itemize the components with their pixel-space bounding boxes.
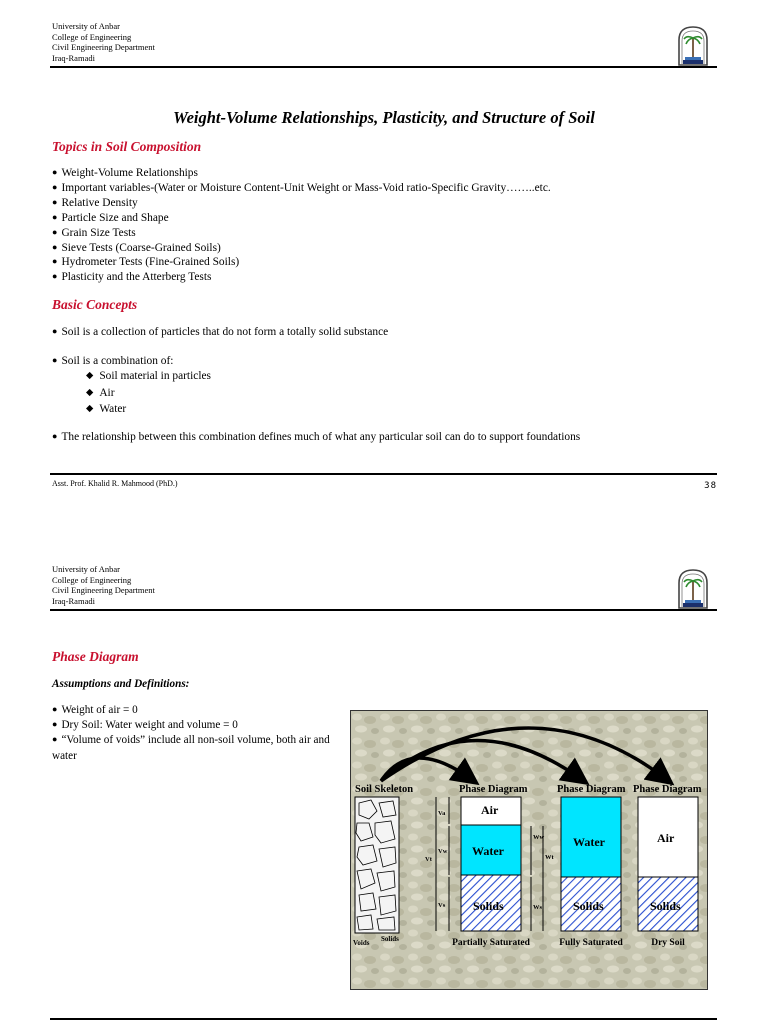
header-line: Civil Engineering Department xyxy=(52,42,155,53)
list-item: ● Particle Size and Shape xyxy=(52,211,551,226)
list-item: ◆ Air xyxy=(86,386,211,403)
footer-rule xyxy=(50,1018,717,1020)
symbol-vt: Vt xyxy=(425,856,432,863)
phase-diagram-figure xyxy=(350,710,708,990)
phase-solids-label: Solids xyxy=(650,899,681,913)
list-item: ● Plasticity and the Atterberg Tests xyxy=(52,270,551,285)
bullet-icon: ● xyxy=(52,355,58,365)
section-heading-phase: Phase Diagram xyxy=(52,649,139,664)
list-item xyxy=(52,718,347,733)
list-item: ● Grain Size Tests xyxy=(52,226,551,241)
basic-paragraph xyxy=(52,430,580,445)
symbol-va: Va xyxy=(438,810,446,817)
symbol-ws: Ws xyxy=(533,904,543,911)
bullet-icon: ● xyxy=(52,704,58,714)
label-solids: Solids xyxy=(381,935,399,943)
list-item: ● Relative Density xyxy=(52,196,551,211)
bullet-icon: ● xyxy=(52,719,58,730)
footer-rule xyxy=(50,473,717,475)
list-item-text: Dry Soil: Water weight and volume = 0 xyxy=(61,719,238,732)
paragraph-text: The relationship between this combination defines much of what any particular soil can do to support foundations xyxy=(61,431,581,443)
phase-solids-label: Solids xyxy=(473,899,504,913)
combination-list xyxy=(86,369,211,419)
label-phase-diagram: Phase Diagram xyxy=(557,784,626,795)
page-number: 38 xyxy=(704,481,717,491)
header-line: College of Engineering xyxy=(52,574,132,585)
list-item xyxy=(52,703,347,718)
phase-air-label: Air xyxy=(657,831,675,845)
list-item-text: “Volume of voids” include all non-soil volume, both air and water xyxy=(52,734,330,762)
phase-water-label: Water xyxy=(472,844,504,858)
basic-paragraph xyxy=(52,354,173,369)
symbol-ww: Ww xyxy=(533,834,545,841)
page1-header xyxy=(52,21,155,63)
label-voids: Voids xyxy=(353,939,370,947)
label-fully-saturated: Fully Saturated xyxy=(559,938,623,948)
symbol-wt: Wt xyxy=(545,854,554,861)
phase-solids-label: Solids xyxy=(573,899,604,913)
label-phase-diagram: Phase Diagram xyxy=(633,784,702,795)
list-item: ● Weight-Volume Relationships xyxy=(52,166,551,181)
paragraph-text: Soil is a collection of particles that do not form a totally solid substance xyxy=(61,326,389,338)
phase-diagram-svg xyxy=(351,711,707,989)
list-item-text: Weight of air = 0 xyxy=(61,704,138,716)
bullet-icon: ● xyxy=(52,431,58,441)
label-dry-soil: Dry Soil xyxy=(651,938,685,948)
header-line: College of Engineering xyxy=(52,31,132,42)
assumptions-list xyxy=(52,703,347,764)
symbol-vw: Vw xyxy=(438,848,448,855)
section-heading-topics: Topics in Soil Composition xyxy=(52,139,202,154)
header-line: Iraq-Ramadi xyxy=(52,595,95,606)
bullet-icon: ● xyxy=(52,734,58,745)
list-item: ◆ Soil material in particles xyxy=(86,369,211,386)
footer-author: Asst. Prof. Khalid R. Mahmood (PhD.) xyxy=(52,479,178,488)
page-title: Weight-Volume Relationships, Plasticity, and Structure of Soil xyxy=(173,108,595,127)
university-logo-icon xyxy=(676,24,710,66)
bullet-icon: ● xyxy=(52,326,58,336)
phase-air-label: Air xyxy=(481,803,499,817)
page2-header xyxy=(52,564,155,606)
header-rule xyxy=(50,66,717,68)
section-heading-basic: Basic Concepts xyxy=(52,297,138,312)
list-item: ● Sieve Tests (Coarse-Grained Soils) xyxy=(52,241,551,256)
paragraph-text: Soil is a combination of: xyxy=(61,355,174,367)
university-logo-icon xyxy=(676,567,710,609)
header-rule xyxy=(50,609,717,611)
symbol-vs: Vs xyxy=(438,902,446,909)
header-line: University of Anbar xyxy=(52,564,120,574)
list-item: ● Hydrometer Tests (Fine-Grained Soils) xyxy=(52,255,551,270)
list-item: ◆ Water xyxy=(86,402,211,419)
header-line: Iraq-Ramadi xyxy=(52,52,95,63)
label-partially-saturated: Partially Saturated xyxy=(452,938,530,948)
list-item: ● Important variables-(Water or Moisture Content-Unit Weight or Mass-Void ratio-Specific Gravity……..etc. xyxy=(52,181,551,196)
label-soil-skeleton: Soil Skeleton xyxy=(355,784,414,795)
basic-paragraph xyxy=(52,325,388,340)
soil-skeleton-block xyxy=(355,797,399,933)
phase-water-label: Water xyxy=(573,835,605,849)
label-phase-diagram: Phase Diagram xyxy=(459,784,528,795)
header-line: Civil Engineering Department xyxy=(52,585,155,596)
header-line: University of Anbar xyxy=(52,21,120,31)
topics-list xyxy=(52,166,551,285)
assumptions-heading: Assumptions and Definitions: xyxy=(52,678,190,690)
list-item xyxy=(52,733,347,763)
